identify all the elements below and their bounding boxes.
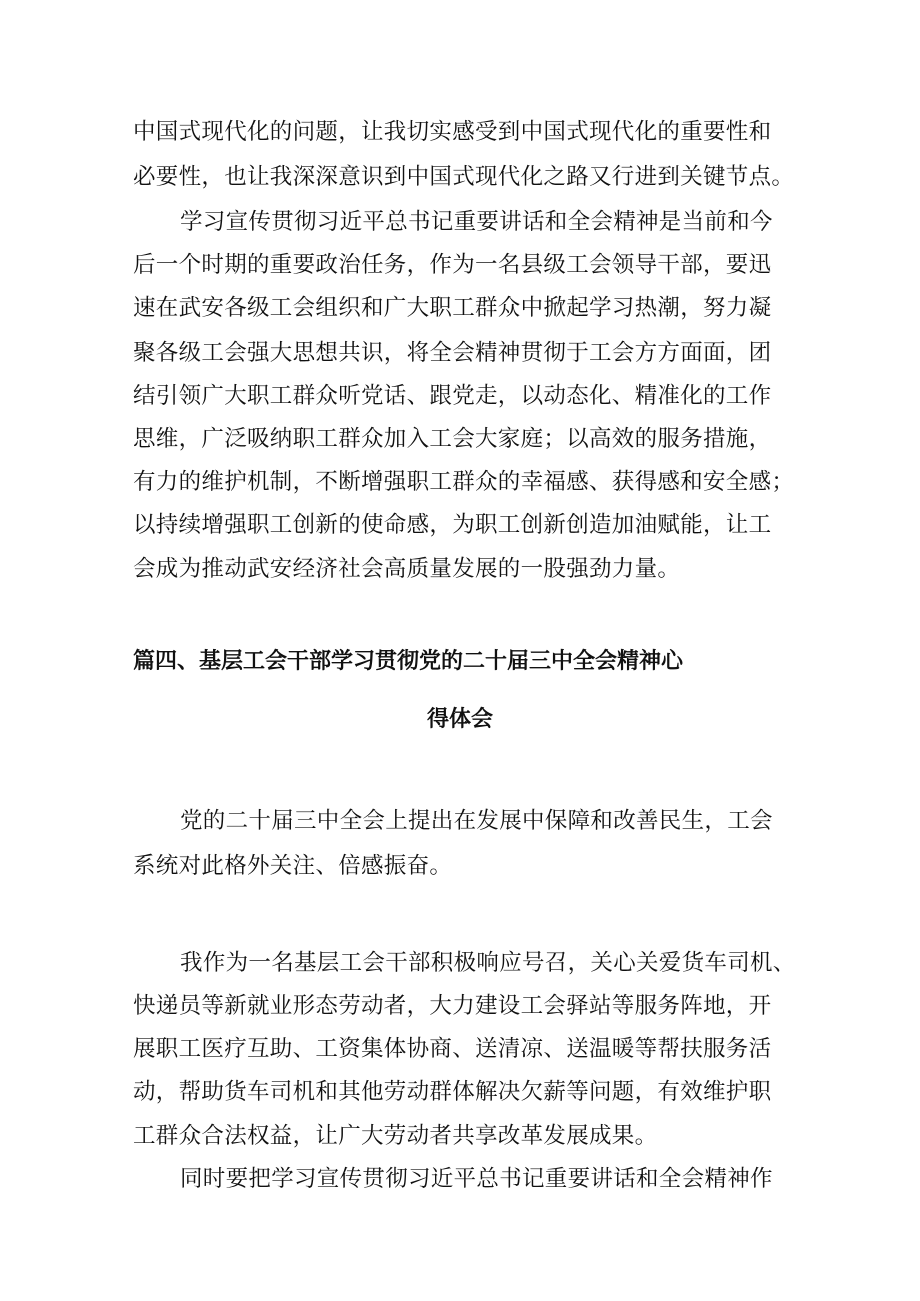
paragraph-3-line-2: 系统对此格外关注、倍感振奋。 [133, 853, 453, 879]
paragraph-2-line-8: 以持续增强职工创新的使命感，为职工创新创造加油赋能，让工 [133, 512, 772, 538]
paragraph-4-line-3: 展职工医疗互助、工资集体协商、送清凉、送温暖等帮扶服务活 [133, 1036, 772, 1062]
paragraph-2-line-7: 有力的维护机制，不断增强职工群众的幸福感、获得感和安全感； [133, 469, 795, 495]
paragraph-1-line-1: 中国式现代化的问题，让我切实感受到中国式现代化的重要性和 [133, 119, 772, 145]
section-title-line-2: 得体会 [426, 707, 493, 732]
paragraph-4-line-5: 工群众合法权益，让广大劳动者共享改革发展成果。 [133, 1123, 658, 1149]
paragraph-2-line-5: 结引领广大职工群众听党话、跟党走，以动态化、精准化的工作 [133, 383, 772, 409]
paragraph-2-line-2: 后一个时期的重要政治任务，作为一名县级工会领导干部，要迅 [133, 252, 772, 278]
paragraph-1-line-2: 必要性，也让我深深意识到中国式现代化之路又行进到关键节点。 [133, 164, 795, 190]
paragraph-5-line-1: 同时要把学习宣传贯彻习近平总书记重要讲话和全会精神作 [180, 1166, 773, 1192]
paragraph-2-line-1: 学习宣传贯彻习近平总书记重要讲话和全会精神是当前和今 [180, 209, 773, 235]
paragraph-2-line-4: 聚各级工会强大思想共识，将全会精神贯彻于工会方方面面，团 [133, 340, 772, 366]
paragraph-4-line-2: 快递员等新就业形态劳动者，大力建设工会驿站等服务阵地，开 [133, 993, 772, 1019]
paragraph-4-line-1: 我作为一名基层工会干部积极响应号召，关心关爱货车司机、 [180, 950, 796, 976]
paragraph-2-line-9: 会成为推动武安经济社会高质量发展的一股强劲力量。 [133, 556, 681, 582]
paragraph-3-line-1: 党的二十届三中全会上提出在发展中保障和改善民生，工会 [180, 808, 773, 834]
paragraph-2-line-6: 思维，广泛吸纳职工群众加入工会大家庭；以高效的服务措施， [133, 426, 772, 452]
section-title-line-1: 篇四、基层工会干部学习贯彻党的二十届三中全会精神心 [133, 649, 684, 674]
paragraph-2-line-3: 速在武安各级工会组织和广大职工群众中掀起学习热潮，努力凝 [133, 295, 772, 321]
paragraph-4-line-4: 动，帮助货车司机和其他劳动群体解决欠薪等问题，有效维护职 [133, 1079, 772, 1105]
